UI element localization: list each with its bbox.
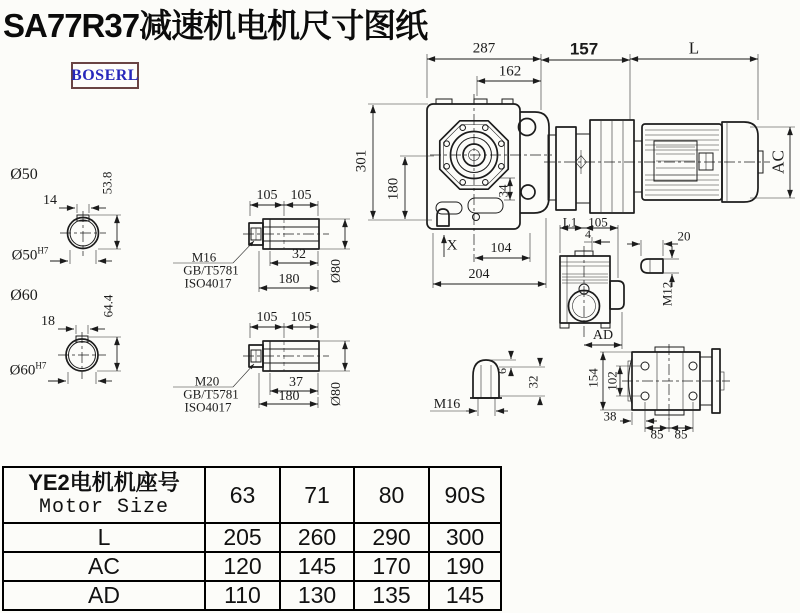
side-dim-L1: L1: [562, 214, 578, 230]
dim-104: 104: [490, 241, 512, 256]
dim-180-height: 180: [385, 177, 402, 201]
gear-unit-top-view: [600, 344, 730, 432]
motor-side-profile: [544, 120, 770, 213]
table-row-L: [3, 523, 501, 552]
label-dia50: Ø50: [10, 166, 38, 183]
dim-key18: 18: [41, 314, 55, 329]
h2-std1: GB/T5781: [183, 386, 239, 402]
cell-AC-90S: 190: [429, 552, 501, 581]
cell-AC-63: 120: [205, 552, 280, 581]
size-90S: 90S: [429, 467, 501, 523]
dim-53-8: 53.8: [99, 171, 115, 195]
brand-logo: [71, 62, 139, 89]
bore50-fit: H7: [37, 245, 49, 256]
h2-std2: ISO4017: [184, 399, 232, 415]
shaft60-section-view: [48, 325, 121, 384]
header-en: Motor Size: [38, 496, 170, 520]
cell-AD-80: 135: [354, 581, 429, 610]
size-80: 80: [354, 467, 429, 523]
cell-L-90S: 300: [429, 523, 501, 552]
plug-detail-view: [627, 240, 679, 287]
h1-dim-32: 32: [292, 247, 306, 262]
cell-AC-71: 145: [280, 552, 354, 581]
h2-screw: M20: [194, 373, 220, 389]
plug-dim-20: 20: [677, 228, 691, 244]
side-dim-AD: AD: [592, 328, 614, 343]
size-63: 63: [205, 467, 280, 523]
h2-dim-180: 180: [278, 389, 300, 404]
dim-key14: 14: [43, 193, 57, 208]
cell-L-63: 205: [205, 523, 280, 552]
plug-thread-M12: M12: [659, 281, 675, 307]
page-title: SA77R37减速机电机尺寸图纸: [3, 7, 428, 44]
h2-dim-dia80: Ø80: [329, 381, 344, 407]
dim-204: 204: [468, 267, 490, 282]
h1-dim-180: 180: [278, 272, 300, 287]
size-71: 71: [280, 467, 354, 523]
dim-L: L: [688, 38, 700, 58]
h2-dim-105b: 105: [290, 310, 312, 325]
bore50-dia: Ø50: [11, 247, 38, 264]
h1-std1: GB/T5781: [183, 262, 239, 278]
h1-dim-dia80: Ø80: [329, 258, 344, 284]
header-cell-motor-size: [3, 467, 205, 523]
top-dim-154: 154: [585, 368, 601, 388]
dim-287: 287: [472, 40, 496, 57]
label-dia60: Ø60: [10, 287, 38, 304]
cone-thread-M16: M16: [433, 397, 461, 412]
table-row-header: [3, 467, 501, 523]
header-cn: YE2电机机座号: [28, 469, 180, 495]
top-dim-85b: 85: [674, 426, 688, 442]
cone-dim-32: 32: [525, 375, 541, 389]
h1-std2: ISO4017: [184, 275, 232, 291]
label-bore60: [10, 362, 47, 379]
cell-AC-80: 170: [354, 552, 429, 581]
bore60-dia: Ø60: [9, 362, 36, 379]
shaft50-section-view: [50, 204, 121, 264]
dim-x-mark: X: [446, 237, 458, 254]
cell-AD-63: 110: [205, 581, 280, 610]
top-dim-102: 102: [604, 371, 620, 391]
brand-logo-text: BOSERL: [71, 66, 139, 84]
h1-dim-105b: 105: [290, 188, 312, 203]
dim-301: 301: [353, 149, 370, 173]
dim-34: 34: [495, 184, 511, 198]
bore60-fit: H7: [35, 360, 47, 371]
dim-AC: AC: [768, 150, 788, 174]
cell-AD-90S: 145: [429, 581, 501, 610]
side-dim-105: 105: [588, 214, 608, 230]
side-dim-4: 4: [585, 227, 591, 241]
top-dim-38: 38: [603, 408, 617, 424]
dim-162: 162: [498, 63, 522, 80]
motor-size-table: [2, 466, 502, 611]
dim-157: 157: [569, 39, 599, 59]
h2-dim-37: 37: [289, 375, 303, 390]
cell-L-71: 260: [280, 523, 354, 552]
assembly-dimensions: [368, 54, 795, 288]
cone-dim-6: 6: [495, 368, 509, 374]
row-label-AC: AC: [3, 552, 205, 581]
dim-64-4: 64.4: [100, 294, 116, 318]
label-bore50: [12, 247, 49, 264]
top-dim-85a: 85: [650, 426, 664, 442]
h1-screw: M16: [191, 249, 217, 265]
h1-dim-105a: 105: [256, 188, 278, 203]
table-row-AD: [3, 581, 501, 610]
cell-AD-71: 130: [280, 581, 354, 610]
cell-L-80: 290: [354, 523, 429, 552]
row-label-L: L: [3, 523, 205, 552]
row-label-AD: AD: [3, 581, 205, 610]
h2-dim-105a: 105: [256, 310, 278, 325]
table-row-AC: [3, 552, 501, 581]
